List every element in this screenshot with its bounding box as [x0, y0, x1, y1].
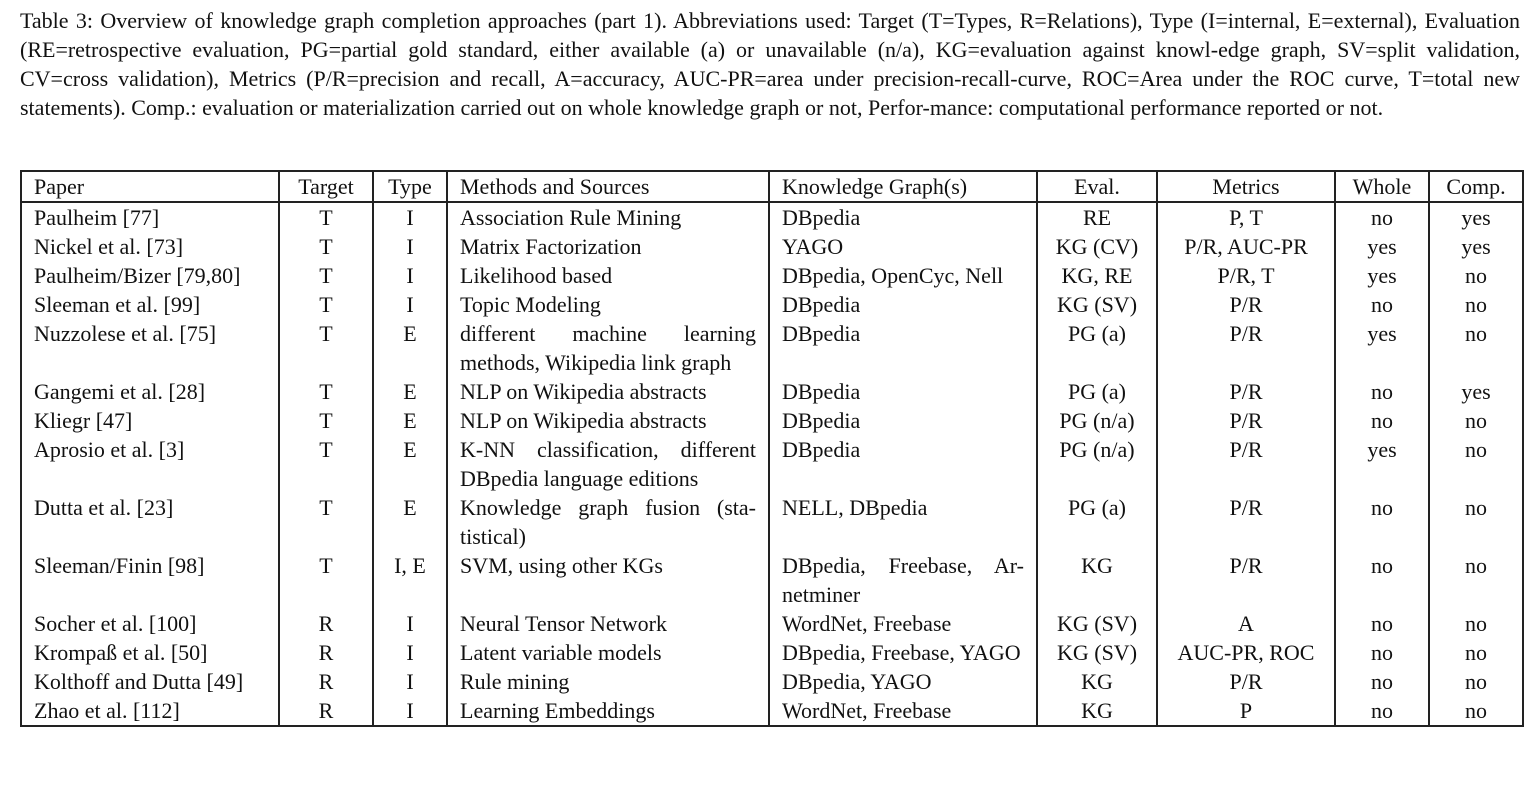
cell-methods: Likelihood based: [447, 261, 769, 290]
cell-metrics: P/R: [1157, 319, 1335, 377]
cell-target: T: [279, 406, 373, 435]
cell-methods: Learning Embeddings: [447, 696, 769, 726]
cell-type: I, E: [373, 551, 447, 609]
cell-knowledge-graphs: YAGO: [769, 232, 1037, 261]
cell-comp: yes: [1429, 377, 1523, 406]
cell-type: E: [373, 319, 447, 377]
cell-whole: yes: [1335, 261, 1429, 290]
approaches-table: [20, 170, 1524, 727]
cell-comp: no: [1429, 319, 1523, 377]
header-target: Target: [279, 171, 373, 202]
cell-paper: Zhao et al. [112]: [34, 698, 180, 723]
cell-comp: no: [1429, 493, 1523, 551]
cell-metrics: P, T: [1157, 202, 1335, 232]
cell-comp: no: [1429, 667, 1523, 696]
cell-whole: no: [1335, 609, 1429, 638]
cell-knowledge-graphs: NELL, DBpedia: [769, 493, 1037, 551]
table-caption: Table 3: Overview of knowledge graph completion approaches (part 1). Abbreviations used: Target (T=Types, R=Relations), Type (I=internal, E=external), Evaluation (RE=retrospective evaluation, PG=partial gold standard, either available (a) or unavailable (n/a), KG=evaluation against knowl-edge graph, SV=split validation, CV=cross validation), Metrics (P/R=precision and recall, A=accuracy, AUC-PR=area under precision-recall-curve, ROC=Area under the ROC curve, T=total new statements). Comp.: evaluation or materialization carried out on whole knowledge graph or not, Perfor-mance: computational performance reported or not.: [20, 8, 1520, 120]
cell-target: R: [279, 667, 373, 696]
cell-target: T: [279, 493, 373, 551]
cell-eval: PG (n/a): [1037, 435, 1157, 493]
cell-whole: no: [1335, 696, 1429, 726]
table-row: [21, 609, 1523, 638]
cell-eval: KG (SV): [1037, 290, 1157, 319]
cell-type: E: [373, 406, 447, 435]
cell-methods: NLP on Wikipedia abstracts: [447, 377, 769, 406]
cell-metrics: P/R: [1157, 667, 1335, 696]
cell-paper: Nickel et al. [73]: [34, 234, 184, 259]
table-row: [21, 377, 1523, 406]
cell-eval: PG (a): [1037, 493, 1157, 551]
header-whole: Whole: [1335, 171, 1429, 202]
cell-target: T: [279, 319, 373, 377]
cell-target: T: [279, 435, 373, 493]
cell-eval: PG (a): [1037, 377, 1157, 406]
cell-paper: Paulheim [77]: [34, 205, 160, 230]
cell-whole: no: [1335, 202, 1429, 232]
cell-eval: PG (a): [1037, 319, 1157, 377]
cell-paper: Sleeman et al. [99]: [34, 292, 201, 317]
header-methods: Methods and Sources: [447, 171, 769, 202]
cell-eval: KG, RE: [1037, 261, 1157, 290]
cell-whole: yes: [1335, 232, 1429, 261]
cell-target: R: [279, 609, 373, 638]
cell-target: T: [279, 232, 373, 261]
cell-type: I: [373, 638, 447, 667]
cell-methods: Latent variable models: [447, 638, 769, 667]
cell-methods: K-NN classification, different DBpedia language editions: [447, 435, 769, 493]
cell-eval: KG: [1037, 696, 1157, 726]
table-row: [21, 232, 1523, 261]
table-row: [21, 406, 1523, 435]
header-knowledge-graphs: Knowledge Graph(s): [769, 171, 1037, 202]
cell-metrics: A: [1157, 609, 1335, 638]
cell-type: I: [373, 202, 447, 232]
cell-methods: NLP on Wikipedia abstracts: [447, 406, 769, 435]
cell-whole: no: [1335, 667, 1429, 696]
cell-paper: Krompaß et al. [50]: [34, 640, 208, 665]
cell-knowledge-graphs: DBpedia, Freebase, Ar-netminer: [769, 551, 1037, 609]
cell-paper: Kolthoff and Dutta [49]: [34, 669, 244, 694]
cell-methods: Topic Modeling: [447, 290, 769, 319]
cell-methods: Matrix Factorization: [447, 232, 769, 261]
cell-type: E: [373, 377, 447, 406]
cell-metrics: AUC-PR, ROC: [1157, 638, 1335, 667]
cell-metrics: P/R: [1157, 377, 1335, 406]
cell-knowledge-graphs: WordNet, Freebase: [769, 696, 1037, 726]
cell-paper: Paulheim/Bizer [79,80]: [34, 263, 241, 288]
cell-whole: no: [1335, 290, 1429, 319]
cell-knowledge-graphs: DBpedia: [769, 406, 1037, 435]
cell-comp: no: [1429, 406, 1523, 435]
cell-metrics: P/R: [1157, 406, 1335, 435]
header-paper: Paper: [21, 171, 279, 202]
cell-knowledge-graphs: DBpedia, OpenCyc, Nell: [769, 261, 1037, 290]
header-comp: Comp.: [1429, 171, 1523, 202]
cell-knowledge-graphs: DBpedia, Freebase, YAGO: [769, 638, 1037, 667]
cell-knowledge-graphs: DBpedia: [769, 319, 1037, 377]
cell-comp: no: [1429, 696, 1523, 726]
cell-methods: SVM, using other KGs: [447, 551, 769, 609]
cell-methods: Association Rule Mining: [447, 202, 769, 232]
cell-comp: no: [1429, 609, 1523, 638]
cell-eval: KG (SV): [1037, 638, 1157, 667]
cell-type: I: [373, 261, 447, 290]
cell-metrics: P: [1157, 696, 1335, 726]
table-row: [21, 667, 1523, 696]
cell-comp: no: [1429, 435, 1523, 493]
cell-eval: RE: [1037, 202, 1157, 232]
cell-target: T: [279, 551, 373, 609]
table-header-row: [21, 171, 1523, 202]
cell-eval: KG: [1037, 551, 1157, 609]
cell-knowledge-graphs: WordNet, Freebase: [769, 609, 1037, 638]
cell-comp: yes: [1429, 202, 1523, 232]
cell-metrics: P/R: [1157, 290, 1335, 319]
cell-type: I: [373, 290, 447, 319]
cell-methods: Neural Tensor Network: [447, 609, 769, 638]
cell-target: T: [279, 377, 373, 406]
cell-target: T: [279, 261, 373, 290]
cell-comp: yes: [1429, 232, 1523, 261]
cell-methods: Knowledge graph fusion (sta-tistical): [447, 493, 769, 551]
cell-eval: KG (CV): [1037, 232, 1157, 261]
cell-type: I: [373, 609, 447, 638]
cell-type: E: [373, 493, 447, 551]
table-row: [21, 290, 1523, 319]
cell-comp: no: [1429, 551, 1523, 609]
header-metrics: Metrics: [1157, 171, 1335, 202]
cell-paper: Dutta et al. [23]: [34, 495, 174, 520]
cell-metrics: P/R: [1157, 435, 1335, 493]
cell-metrics: P/R, T: [1157, 261, 1335, 290]
cell-knowledge-graphs: DBpedia: [769, 290, 1037, 319]
cell-target: R: [279, 638, 373, 667]
cell-methods: Rule mining: [447, 667, 769, 696]
cell-target: T: [279, 202, 373, 232]
cell-paper: Sleeman/Finin [98]: [34, 553, 205, 578]
header-eval: Eval.: [1037, 171, 1157, 202]
table-row: [21, 261, 1523, 290]
cell-knowledge-graphs: DBpedia, YAGO: [769, 667, 1037, 696]
table-row: [21, 696, 1523, 726]
cell-knowledge-graphs: DBpedia: [769, 435, 1037, 493]
cell-metrics: P/R, AUC-PR: [1157, 232, 1335, 261]
cell-whole: no: [1335, 551, 1429, 609]
table-row: [21, 493, 1523, 551]
cell-type: I: [373, 696, 447, 726]
cell-whole: no: [1335, 377, 1429, 406]
cell-paper: Socher et al. [100]: [34, 611, 197, 636]
cell-knowledge-graphs: DBpedia: [769, 377, 1037, 406]
cell-comp: no: [1429, 261, 1523, 290]
cell-comp: no: [1429, 638, 1523, 667]
table-row: [21, 435, 1523, 493]
cell-eval: KG: [1037, 667, 1157, 696]
cell-type: E: [373, 435, 447, 493]
cell-whole: no: [1335, 638, 1429, 667]
cell-eval: PG (n/a): [1037, 406, 1157, 435]
header-type: Type: [373, 171, 447, 202]
cell-comp: no: [1429, 290, 1523, 319]
cell-whole: yes: [1335, 319, 1429, 377]
cell-knowledge-graphs: DBpedia: [769, 202, 1037, 232]
table-row: [21, 638, 1523, 667]
table-row: [21, 551, 1523, 609]
cell-paper: Gangemi et al. [28]: [34, 379, 206, 404]
cell-whole: no: [1335, 406, 1429, 435]
cell-paper: Nuzzolese et al. [75]: [34, 321, 217, 346]
cell-target: T: [279, 290, 373, 319]
cell-metrics: P/R: [1157, 551, 1335, 609]
cell-type: I: [373, 232, 447, 261]
cell-whole: yes: [1335, 435, 1429, 493]
cell-eval: KG (SV): [1037, 609, 1157, 638]
cell-target: R: [279, 696, 373, 726]
cell-methods: different machine learning methods, Wikipedia link graph: [447, 319, 769, 377]
cell-paper: Kliegr [47]: [34, 408, 133, 433]
cell-paper: Aprosio et al. [3]: [34, 437, 185, 462]
table-row: [21, 202, 1523, 232]
cell-whole: no: [1335, 493, 1429, 551]
cell-type: I: [373, 667, 447, 696]
cell-metrics: P/R: [1157, 493, 1335, 551]
table-row: [21, 319, 1523, 377]
